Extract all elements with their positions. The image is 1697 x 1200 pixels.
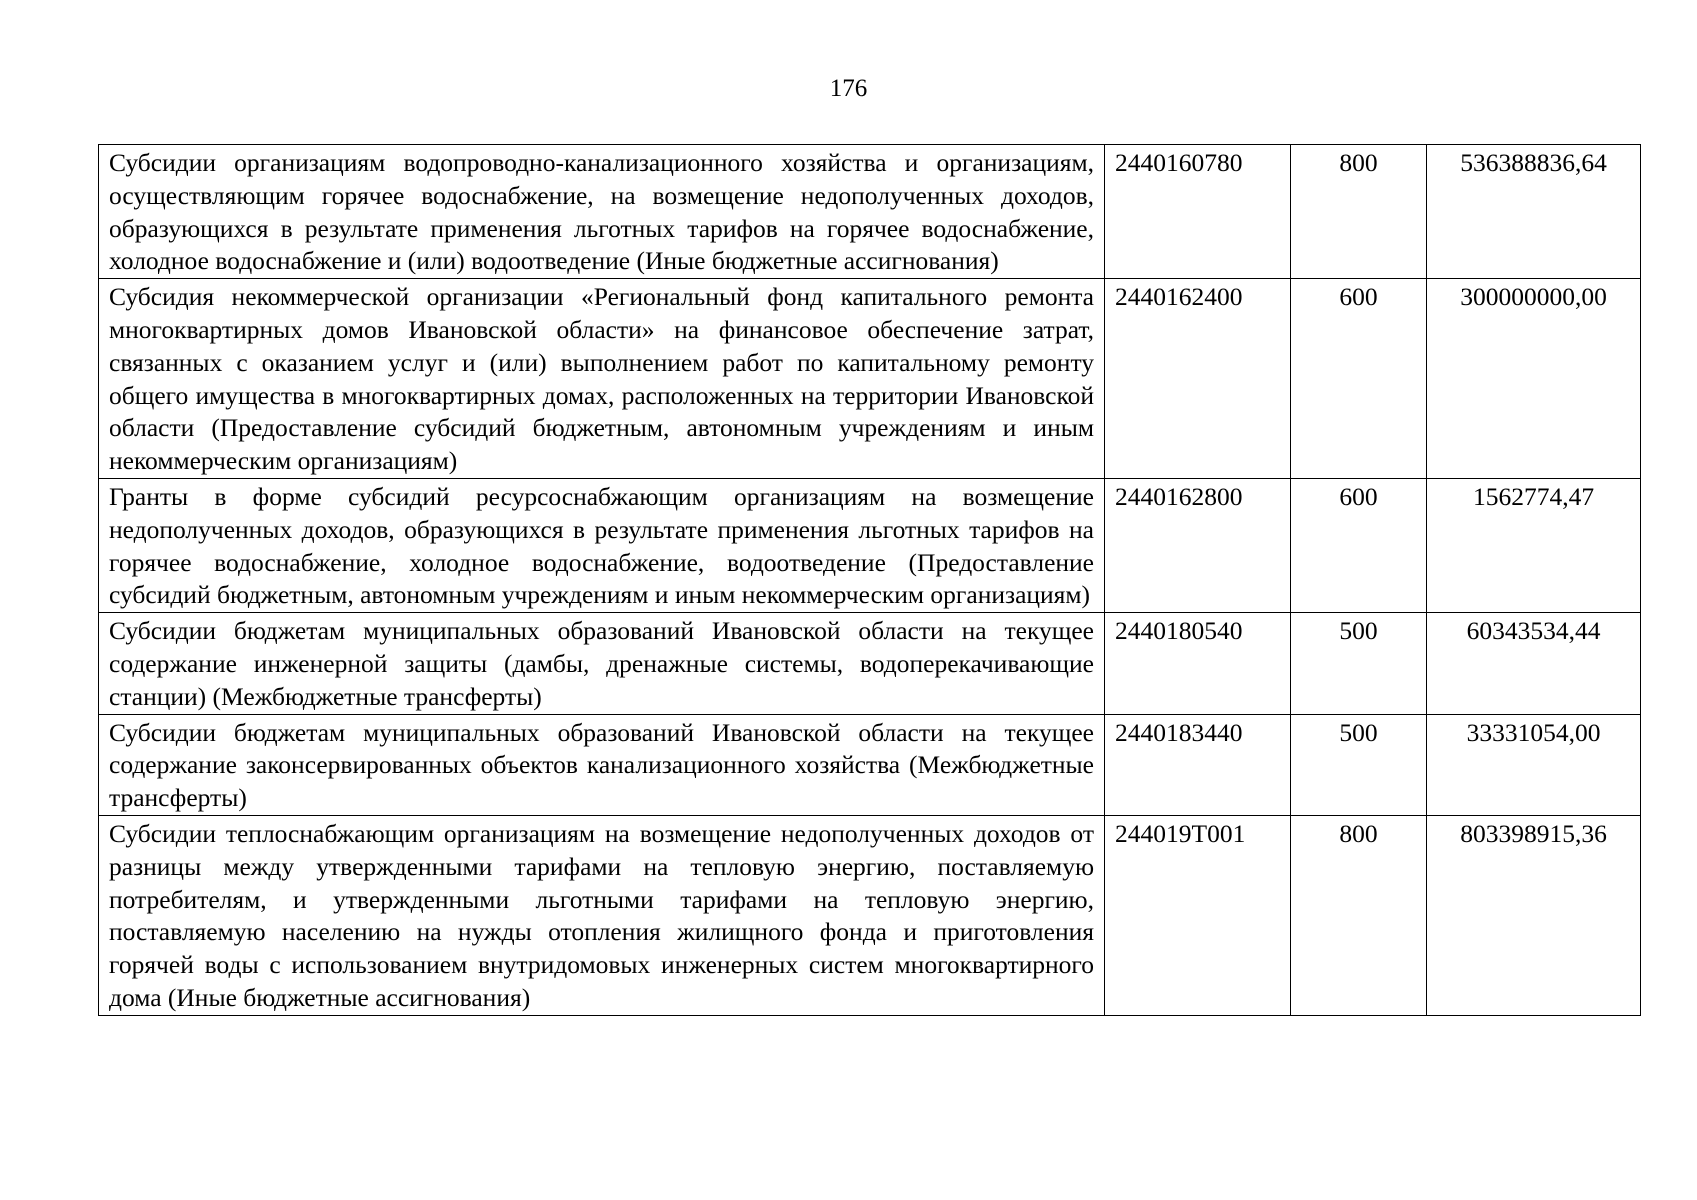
row-expense-type: 500 <box>1291 613 1427 714</box>
row-target-code: 2440160780 <box>1105 145 1291 279</box>
row-amount: 1562774,47 <box>1427 478 1641 612</box>
row-description: Гранты в форме субсидий ресурсоснабжающим организациям на возмещение недополученных доходов, образующихся в результате применения льготных тарифов на горячее водоснабжение, холодное водоснабжение, водоотведение (Предоставление субсидий бюджетным, автономным учреждениям и иным некоммерческим организациям) <box>99 478 1105 612</box>
row-target-code: 2440162400 <box>1105 279 1291 479</box>
table-row <box>99 279 1641 479</box>
budget-table <box>98 144 1641 1016</box>
row-description: Субсидии бюджетам муниципальных образований Ивановской области на текущее содержание законсервированных объектов канализационного хозяйства (Межбюджетные трансферты) <box>99 714 1105 815</box>
row-expense-type: 800 <box>1291 815 1427 1015</box>
row-expense-type: 600 <box>1291 279 1427 479</box>
row-description: Субсидии бюджетам муниципальных образований Ивановской области на текущее содержание инженерной защиты (дамбы, дренажные системы, водоперекачивающие станции) (Межбюджетные трансферты) <box>99 613 1105 714</box>
table-row <box>99 478 1641 612</box>
row-target-code: 2440180540 <box>1105 613 1291 714</box>
row-amount: 33331054,00 <box>1427 714 1641 815</box>
row-target-code: 244019Т001 <box>1105 815 1291 1015</box>
row-expense-type: 500 <box>1291 714 1427 815</box>
row-expense-type: 800 <box>1291 145 1427 279</box>
row-expense-type: 600 <box>1291 478 1427 612</box>
row-amount: 803398915,36 <box>1427 815 1641 1015</box>
row-amount: 300000000,00 <box>1427 279 1641 479</box>
table-row <box>99 714 1641 815</box>
row-target-code: 2440183440 <box>1105 714 1291 815</box>
table-row <box>99 613 1641 714</box>
row-description: Субсидии теплоснабжающим организациям на возмещение недополученных доходов от разницы между утвержденными тарифами на тепловую энергию, поставляемую потребителям, и утвержденными льготными тарифами на тепловую энергию, поставляемую населению на нужды отопления жилищного фонда и приготовления горячей воды с использованием внутридомовых инженерных систем многоквартирного дома (Иные бюджетные ассигнования) <box>99 815 1105 1015</box>
row-description: Субсидии организациям водопроводно-канализационного хозяйства и организациям, осуществляющим горячее водоснабжение, на возмещение недополученных доходов, образующихся в результате применения льготных тарифов на горячее водоснабжение, холодное водоснабжение и (или) водоотведение (Иные бюджетные ассигнования) <box>99 145 1105 279</box>
row-amount: 536388836,64 <box>1427 145 1641 279</box>
row-amount: 60343534,44 <box>1427 613 1641 714</box>
page-number: 176 <box>829 75 868 102</box>
table-row <box>99 815 1641 1015</box>
row-target-code: 2440162800 <box>1105 478 1291 612</box>
row-description: Субсидия некоммерческой организации «Региональный фонд капитального ремонта многоквартирных домов Ивановской области» на финансовое обеспечение затрат, связанных с оказанием услуг и (или) выполнением работ по капитальному ремонту общего имущества в многоквартирных домах, расположенных на территории Ивановской области (Предоставление субсидий бюджетным, автономным учреждениям и иным некоммерческим организациям) <box>99 279 1105 479</box>
table-row <box>99 145 1641 279</box>
